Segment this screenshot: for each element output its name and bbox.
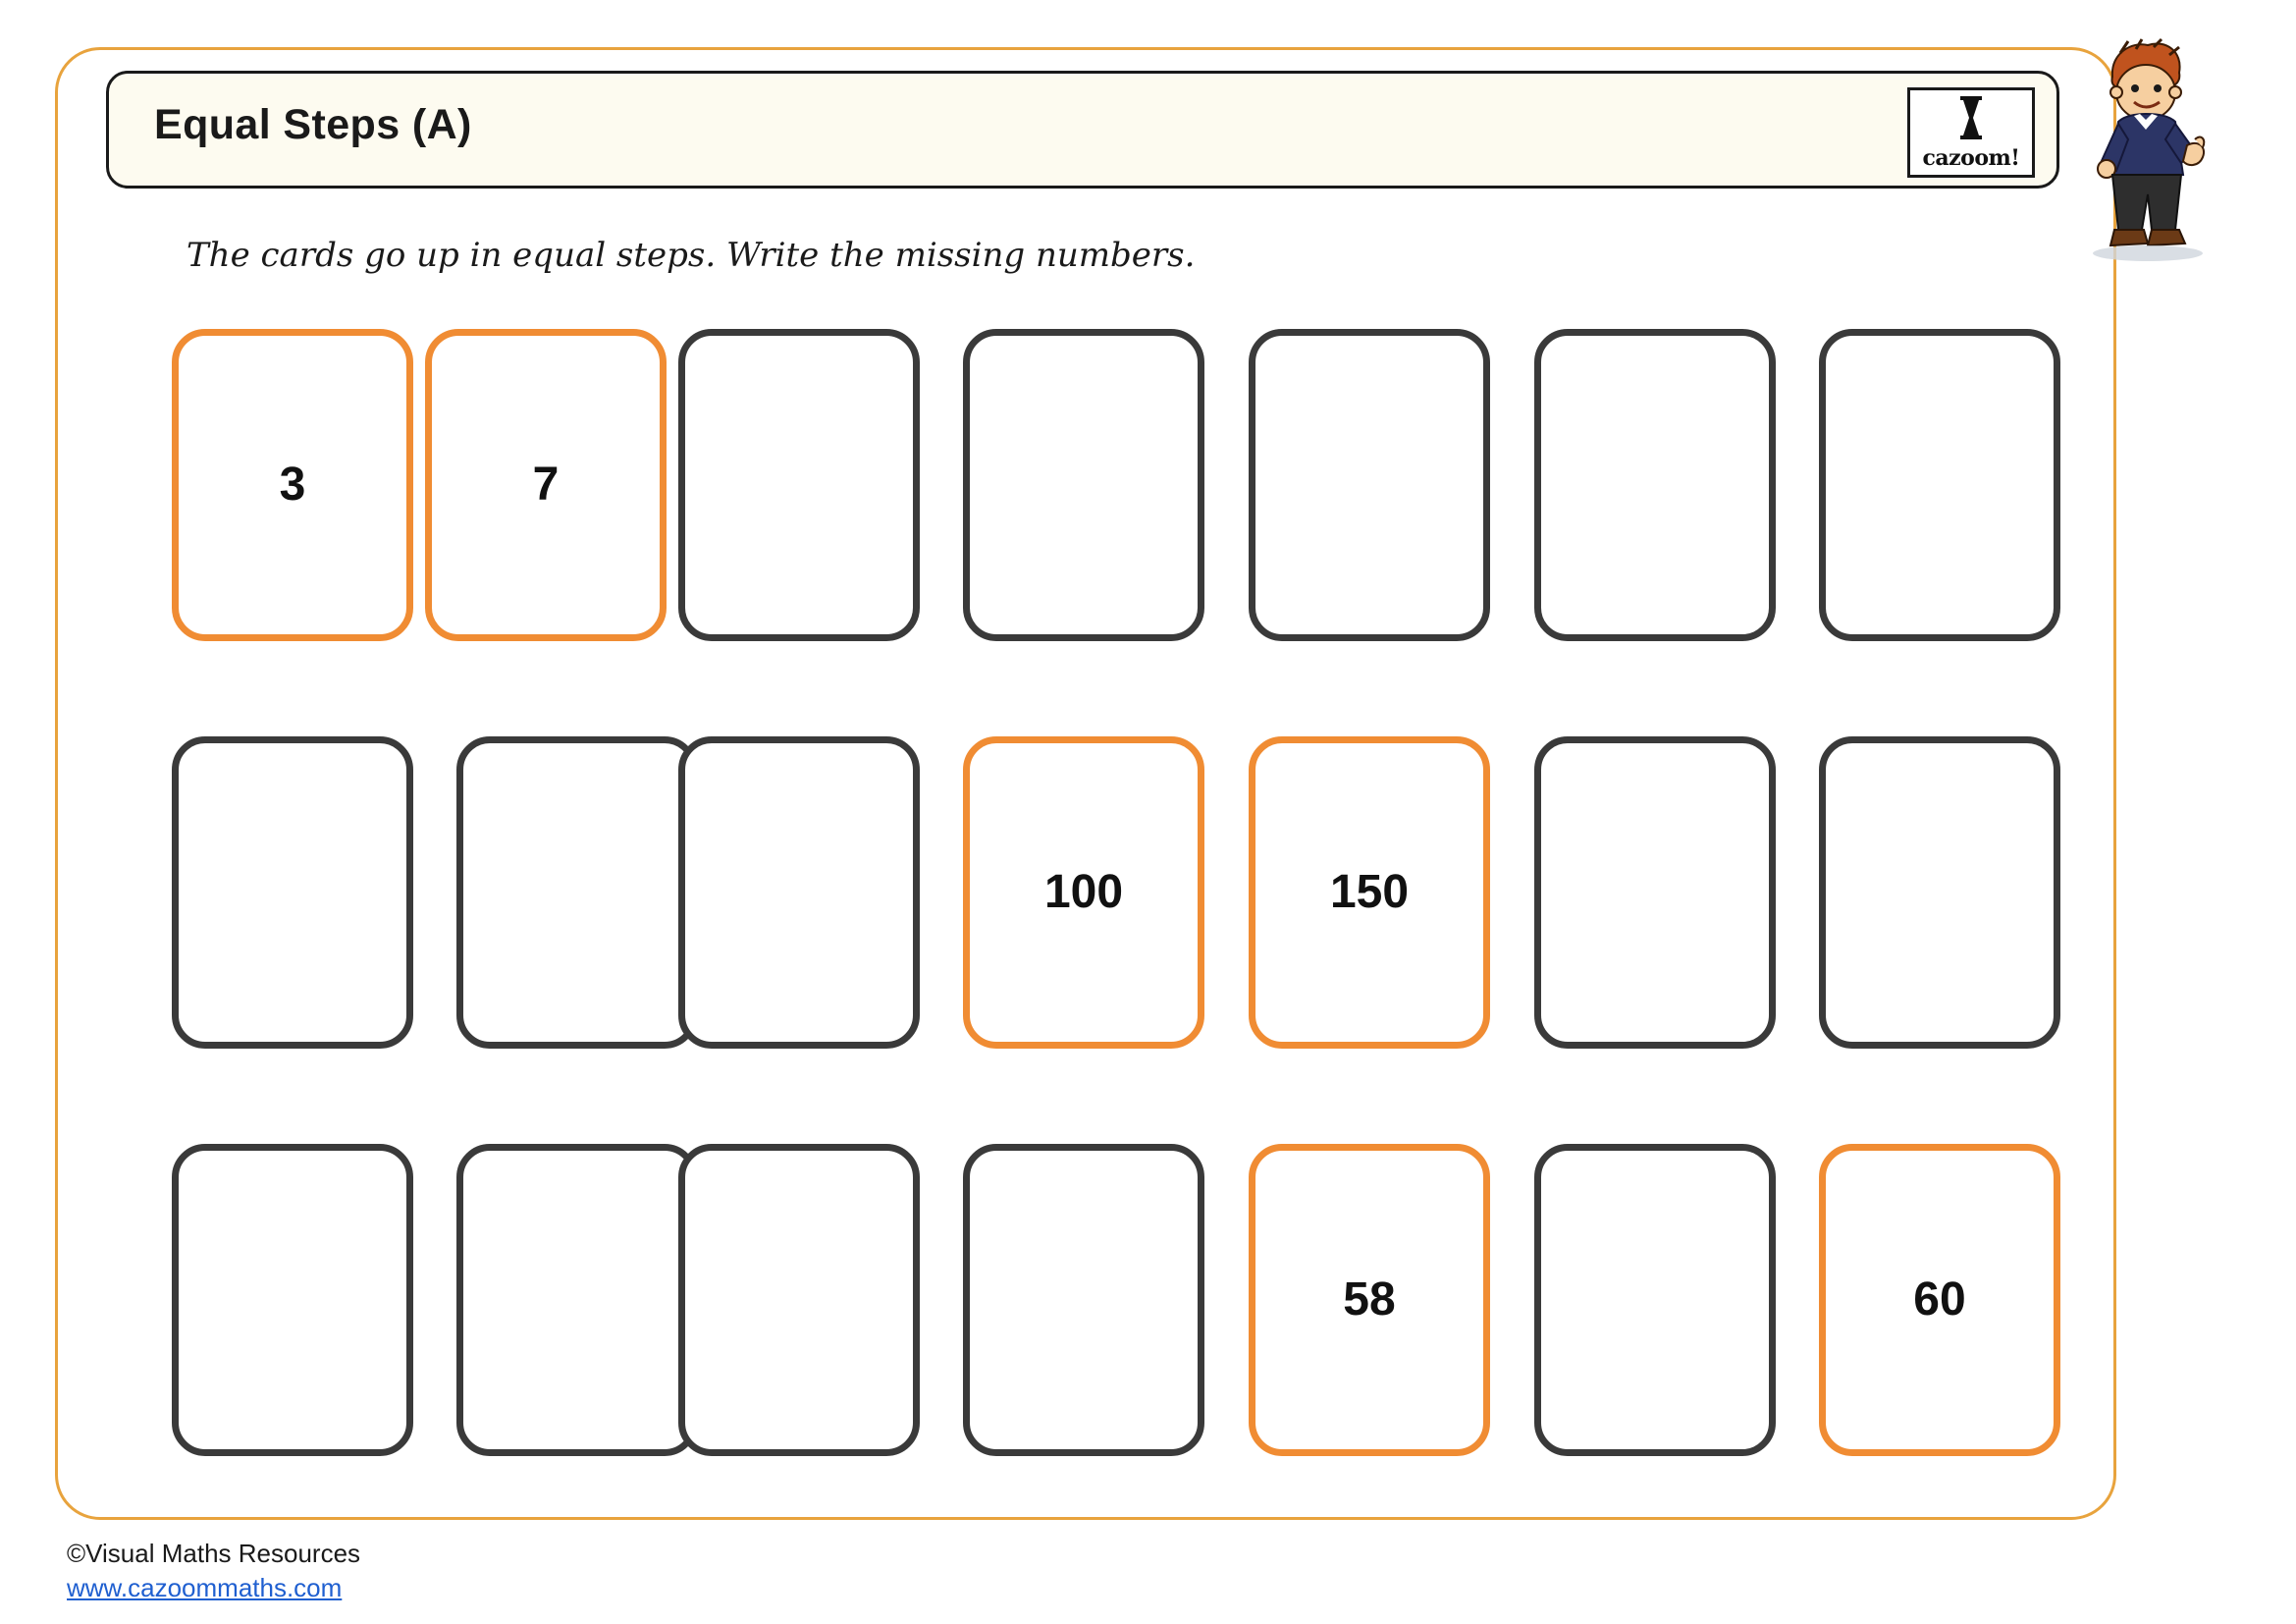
hourglass-icon bbox=[1958, 96, 1984, 139]
card-row-3 bbox=[172, 1144, 2130, 1456]
card-r1-c1[interactable] bbox=[172, 329, 413, 641]
card-r2-c4[interactable] bbox=[963, 736, 1204, 1049]
card-rows bbox=[172, 329, 2130, 1551]
footer bbox=[67, 1537, 360, 1605]
website-link[interactable]: www.cazoommaths.com bbox=[67, 1573, 343, 1603]
card-value: 60 bbox=[1913, 1273, 1966, 1326]
card-r3-c6[interactable] bbox=[1534, 1144, 1776, 1456]
card-r1-c2[interactable] bbox=[425, 329, 667, 641]
card-r2-c6[interactable] bbox=[1534, 736, 1776, 1049]
cazoom-logo bbox=[1907, 87, 2035, 178]
card-row-1 bbox=[172, 329, 2130, 641]
card-value: 58 bbox=[1343, 1273, 1396, 1326]
card-r3-c4[interactable] bbox=[963, 1144, 1204, 1456]
page-title: Equal Steps (A) bbox=[154, 101, 472, 148]
title-bar bbox=[106, 71, 2059, 189]
card-r2-c5[interactable] bbox=[1249, 736, 1490, 1049]
card-r3-c1[interactable] bbox=[172, 1144, 413, 1456]
card-r2-c3[interactable] bbox=[678, 736, 920, 1049]
card-row-2 bbox=[172, 736, 2130, 1049]
card-value: 7 bbox=[532, 459, 560, 511]
card-value: 100 bbox=[1043, 866, 1124, 918]
card-r3-c3[interactable] bbox=[678, 1144, 920, 1456]
card-r3-c2[interactable] bbox=[456, 1144, 698, 1456]
logo-wordmark: cazoom! bbox=[1922, 145, 2020, 171]
card-r2-c2[interactable] bbox=[456, 736, 698, 1049]
card-r3-c5[interactable] bbox=[1249, 1144, 1490, 1456]
card-r1-c7[interactable] bbox=[1819, 329, 2060, 641]
boy-cartoon-thumbs-up-icon bbox=[2071, 37, 2218, 268]
card-r1-c5[interactable] bbox=[1249, 329, 1490, 641]
card-r1-c6[interactable] bbox=[1534, 329, 1776, 641]
card-value: 3 bbox=[279, 459, 306, 511]
copyright-text: ©Visual Maths Resources bbox=[67, 1539, 361, 1568]
card-r1-c4[interactable] bbox=[963, 329, 1204, 641]
card-r2-c1[interactable] bbox=[172, 736, 413, 1049]
card-value: 150 bbox=[1329, 866, 1410, 918]
card-r3-c7[interactable] bbox=[1819, 1144, 2060, 1456]
card-r1-c3[interactable] bbox=[678, 329, 920, 641]
card-r2-c7[interactable] bbox=[1819, 736, 2060, 1049]
instruction-text: The cards go up in equal steps. Write the missing numbers. bbox=[187, 236, 1196, 275]
